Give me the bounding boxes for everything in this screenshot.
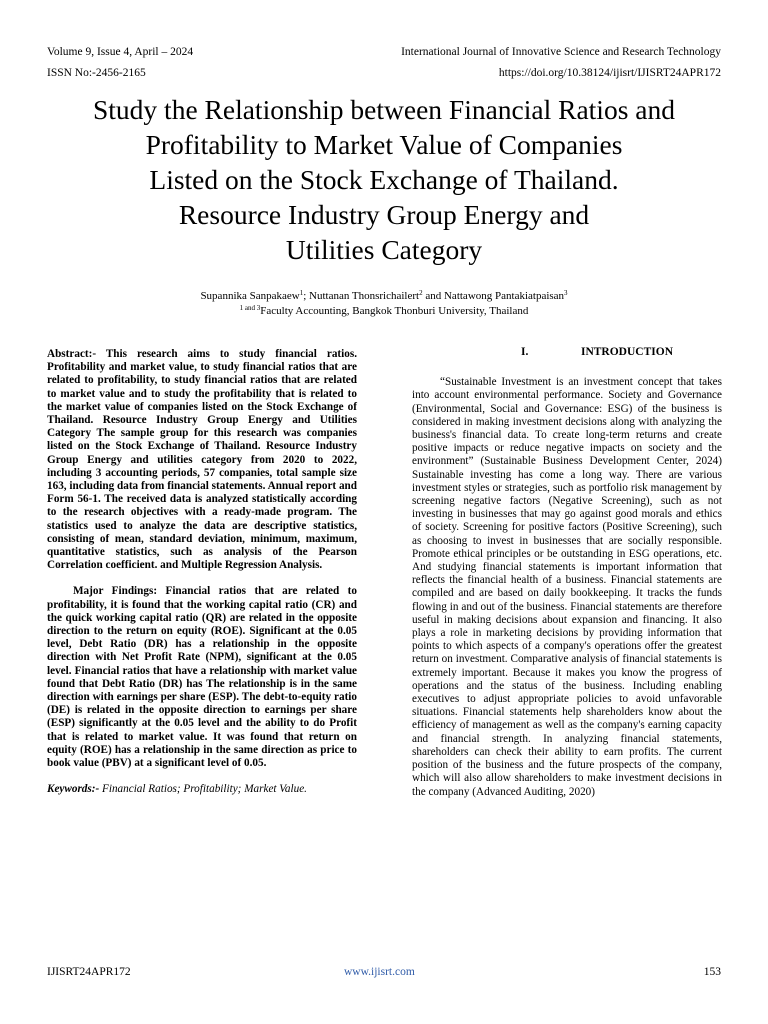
author-name: Supannika Sanpakaew — [200, 290, 300, 302]
affiliation-text: Faculty Accounting, Bangkok Thonburi University, Thailand — [260, 305, 529, 317]
abstract-paragraph: Abstract:- This research aims to study financial ratios. Profitability and market value, to study financial ratios that are related to profitability, to study financial ratios that are related to market value and to study the profitability that is related to the market value of companies listed on the Stock Exchange of Thailand. Resource Industry Group Energy and Utilities Category The sample group for this research was companies listed on the Stock Exchange of Thailand. Resource Industry Group Energy and utilities category from 2020 to 2022, including 3 accounting periods, 57 companies, total sample size 163, including data from financial statements. Annual report and Form 56-1. The received data is analyzed statistically according to the research objectives with a ready-made program. The statistics used to analyze the data are descriptive statistics, consisting of mean, standard deviation, minimum, maximum, quantitative statistics, such as analysis of the Pearson Correlation coefficient. and Multiple Regression Analysis. — [47, 348, 357, 572]
issn: ISSN No:-2456-2165 — [47, 67, 146, 79]
footer-paper-code: IJISRT24APR172 — [47, 966, 131, 978]
author-name: and Nattawong Pantakiatpaisan — [422, 290, 565, 302]
author-name: ; Nuttanan Thonsrichailert — [303, 290, 420, 302]
affiliation-sup: 1 and 3 — [239, 304, 261, 312]
volume-issue: Volume 9, Issue 4, April – 2024 — [47, 46, 194, 58]
author-list — [0, 289, 768, 303]
journal-name: International Journal of Innovative Science and Research Technology — [401, 46, 721, 58]
doi-link[interactable]: https://doi.org/10.38124/ijisrt/IJISRT24APR172 — [498, 67, 721, 79]
title-line: Resource Industry Group Energy and — [178, 199, 590, 230]
section-title: INTRODUCTION — [580, 346, 673, 358]
title-line: Listed on the Stock Exchange of Thailand. — [149, 164, 619, 195]
paper-title — [30, 92, 738, 267]
page-number: 153 — [703, 966, 721, 978]
introduction-paragraph: “Sustainable Investment is an investment concept that takes into account environmental performance. Society and Governance (Environmental, Social and Governance: ESG) of the business is considered in making investment decisions along with analyzing the business's financial data. To create long-term returns and create positive impacts or reduce negative impacts on society and the environment” (Sustainable Business Development Center, 2024) Sustainable investing has come a long way. There are various investment styles or strategies, such as portfolio risk management by screening negative factors (Negative Screening), such as not investing in businesses that may go against good morals and ethics of society. Screening for positive factors (Positive Screening), such as choosing to invest in businesses that are socially responsible. Promote ethical principles or be outstanding in ESG operations, etc. And studying financial statements is important information that reflects the financial health of a business. Financial statements are compiled and are based on daily bookkeeping. It tracks the funds flowing in and out of the business. Financial statements are therefore useful in making decisions about expansion and financing. It also plays a role in marketing decisions by providing information that points to which aspects of a company's operations offer the greatest return on investment. Comparative analysis of financial statements is extremely important. Because it makes you know the progress of operations and the status of the business. Including enabling executives to adjust appropriate policies to avoid unfavorable situations. Financial statements help shareholders know about the efficiency of management as well as the company's earning capacity and financial strength. In analyzing financial statements, shareholders can check their ability to earn profits. The current position of the business and the future prospects of the company, which will also allow shareholders to make investment decisions in the company (Advanced Auditing, 2020) — [412, 376, 722, 798]
footer-website-link[interactable]: www.ijisrt.com — [344, 966, 415, 978]
keywords — [47, 783, 357, 796]
abstract-column — [47, 348, 357, 808]
section-number: I. — [520, 346, 529, 358]
major-findings-paragraph: Major Findings: Financial ratios that are related to profitability, it is found that the working capital ratio (CR) and the quick working capital ratio (QR) are related in the opposite direction to the return on equity (ROE). Significant at the 0.05 level, Debt Ratio (DR) has a relationship in the opposite direction with Net Profit Rate (NPM), significant at the 0.05 level. Financial ratios that have a relationship with market value found that Debt Ratio (DR) has The relationship is in the same direction with earnings per share (ESP). The debt-to-equity ratio (DE) is related in the opposite direction to earnings per share (ESP) significantly at the 0.05 level and the ability to do Profit that is related to market value. It was found that return on equity (ROE) has a relationship in the same direction as price to book value (PBV) at a significant level of 0.05. — [47, 585, 357, 770]
keywords-text: Financial Ratios; Profitability; Market Value. — [99, 783, 307, 796]
title-line: Profitability to Market Value of Companies — [145, 129, 623, 160]
author-sup: 1 — [299, 289, 304, 297]
section-heading — [412, 346, 722, 359]
keywords-label: Keywords:- — [47, 783, 100, 796]
title-line: Utilities Category — [285, 234, 483, 265]
title-line: Study the Relationship between Financial Ratios and — [93, 94, 675, 125]
author-sup: 2 — [419, 289, 423, 297]
author-sup: 3 — [564, 289, 568, 297]
affiliation — [0, 304, 768, 318]
introduction-column — [412, 346, 722, 799]
